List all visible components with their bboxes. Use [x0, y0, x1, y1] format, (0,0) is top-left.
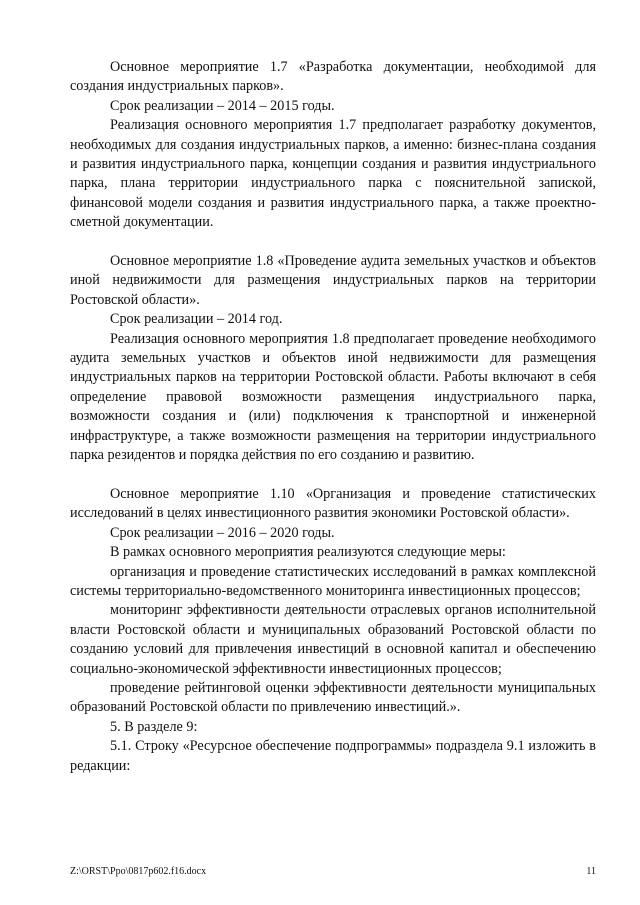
paragraph-section-5: 5. В разделе 9:	[110, 718, 198, 735]
paragraph-gap	[70, 466, 596, 485]
paragraph-measure-item-1: организация и проведение статистических исследований в рамках комплексной системы территориально-ведомственного мониторинга инвестиционных процессов;	[70, 563, 596, 599]
paragraph-measure-1-7-term: Срок реализации – 2014 – 2015 годы.	[110, 97, 335, 114]
footer-page-number: 11	[586, 866, 596, 877]
document-body	[70, 58, 596, 776]
footer-file-path: Z:\ORST\Ppo\0817p602.f16.docx	[70, 866, 207, 877]
paragraph-gap	[70, 233, 596, 252]
paragraph-measure-1-8-title: Основное мероприятие 1.8 «Проведение аудита земельных участков и объектов иной недвижимости для размещения индустриальных парков на территории Ростовской области».	[70, 253, 596, 308]
paragraph-measure-item-3: проведение рейтинговой оценки эффективности деятельности муниципальных образований Ростовской области по привлечению инвестиций.».	[70, 679, 596, 716]
paragraph-measure-1-7-description: Реализация основного мероприятия 1.7 предполагает разработку документов, необходимых для создания индустриальных парков, а именно: бизнес-плана создания и развития индустриального парка, концепции создания и развития индустриального парка, плана территории индустриального парка с пояснительной запиской, финансовой модели создания и развития индустриального парка, а также проектно-сметной документации.	[70, 117, 596, 231]
paragraph-measure-1-10-term: Срок реализации – 2016 – 2020 годы.	[110, 524, 335, 541]
paragraph-measures-intro: В рамках основного мероприятия реализуются следующие меры:	[110, 544, 506, 561]
paragraph-section-5-1: 5.1. Строку «Ресурсное обеспечение подпрограммы» подраздела 9.1 изложить в редакции:	[70, 738, 596, 774]
paragraph-measure-item-2: мониторинг эффективности деятельности отраслевых органов исполнительной власти Ростовской области и муниципальных образований Ростовской области по созданию условий для привлечения инвестиций в основной капитал и обеспечению социально-экономической эффективности инвестиционных процессов;	[70, 602, 596, 677]
paragraph-measure-1-7-title: Основное мероприятие 1.7 «Разработка документации, необходимой для создания индустриальных парков».	[70, 59, 596, 95]
paragraph-measure-1-8-term: Срок реализации – 2014 год.	[110, 311, 283, 328]
paragraph-measure-1-8-description: Реализация основного мероприятия 1.8 предполагает проведение необходимого аудита земельных участков и объектов иной недвижимости для размещения индустриальных парков на территории Ростовской области. Работы включают в себя определение правовой возможности размещения индустриального парка, возможности создания и (или) подключения к транспортной и инженерной инфраструктуре, а также возможности размещения на территории индустриального парка резидентов и порядка действия по его созданию и развитию.	[70, 330, 596, 464]
paragraph-measure-1-10-title: Основное мероприятие 1.10 «Организация и проведение статистических исследований в целях инвестиционного развития экономики Ростовской области».	[70, 485, 596, 522]
